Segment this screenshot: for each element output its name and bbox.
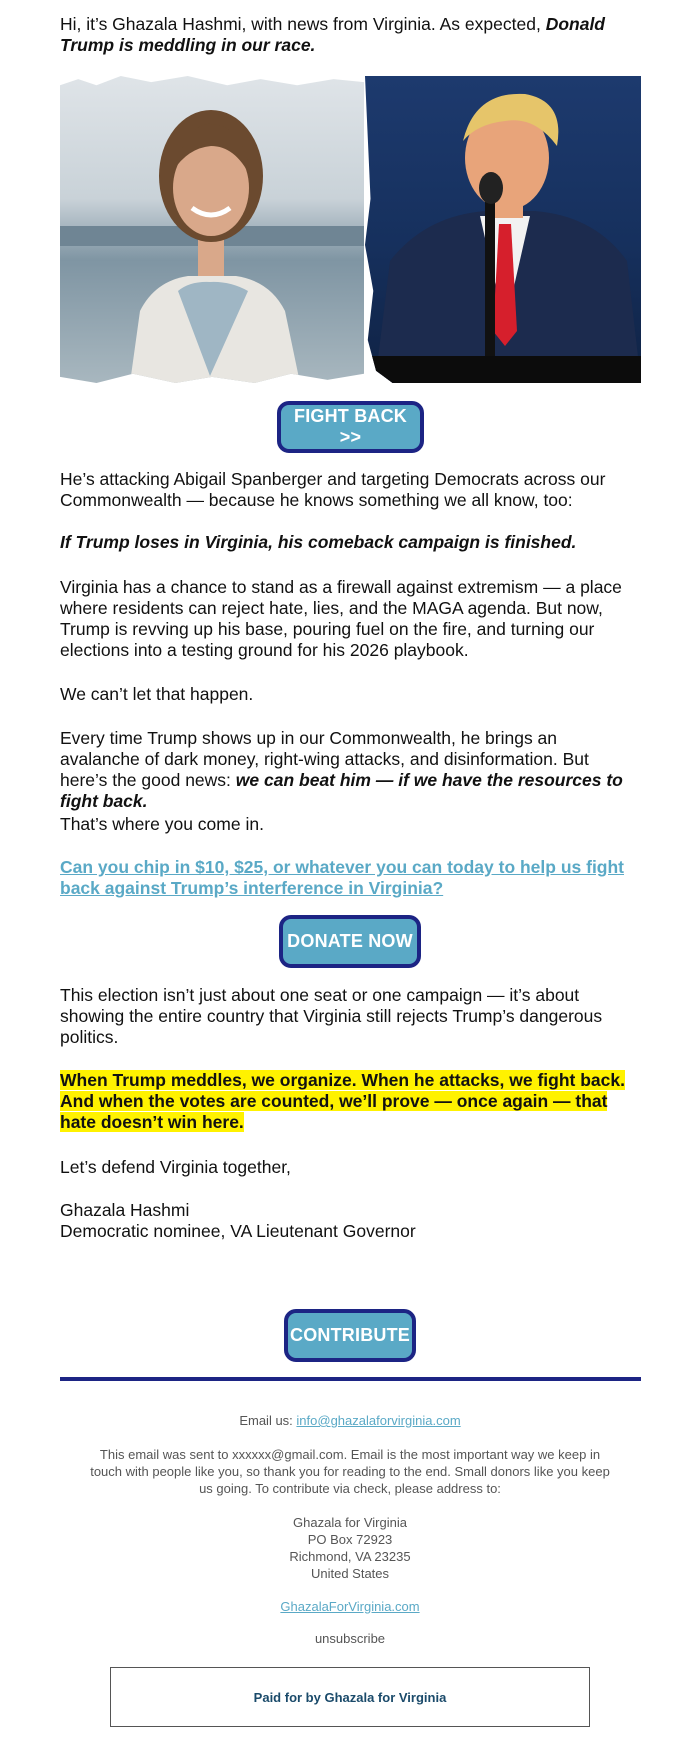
highlight-paragraph bbox=[60, 1070, 640, 1133]
email-label: Email us: bbox=[239, 1413, 293, 1428]
signature-title: Democratic nominee, VA Lieutenant Governor bbox=[60, 1221, 416, 1241]
website-link[interactable]: GhazalaForVirginia.com bbox=[280, 1599, 420, 1614]
highlight-text: When Trump meddles, we organize. When he attacks, we fight back. And when the votes are counted, we’ll prove — once again — that hate doesn’t win here. bbox=[60, 1070, 625, 1132]
address-line1: PO Box 72923 bbox=[307, 1532, 393, 1547]
address-country: United States bbox=[310, 1566, 390, 1581]
avalanche-lead: Every time Trump shows up in our Commonwealth, he brings an avalanche of dark money, right-wing attacks, and disinformation. But here’s the good news: bbox=[60, 728, 589, 790]
paid-for-disclaimer: Paid for by Ghazala for Virginia bbox=[110, 1667, 590, 1727]
ghazala-hashmi-photo bbox=[60, 76, 364, 383]
email-link[interactable]: info@ghazalaforvirginia.com bbox=[296, 1413, 461, 1428]
donation-ask-link[interactable]: Can you chip in $10, $25, or whatever you can today to help us fight back against Trump’s interference in Virginia? bbox=[60, 857, 625, 898]
footer-divider bbox=[60, 1377, 641, 1381]
footer-notice: This email was sent to xxxxxx@gmail.com. Email is the most important way we keep in touch with people like you, so thank you for reading to the end. Small donors like you keep us going. To contribute via check, please address to: bbox=[90, 1447, 610, 1496]
hero-image bbox=[60, 76, 641, 383]
paragraph-come-in: That’s where you come in. bbox=[60, 814, 264, 834]
paragraph-avalanche bbox=[60, 728, 640, 812]
paragraph-election: This election isn’t just about one seat or one campaign — it’s about showing the entire country that Virginia still rejects Trump’s dangerous politics. bbox=[60, 985, 603, 1047]
website-paragraph bbox=[88, 1598, 612, 1615]
donation-ask-paragraph bbox=[60, 857, 640, 899]
unsubscribe-link[interactable]: unsubscribe bbox=[314, 1631, 386, 1646]
contribute-button[interactable]: CONTRIBUTE bbox=[284, 1309, 416, 1362]
paragraph-firewall: Virginia has a chance to stand as a firewall against extremism — a place where residents can reject hate, lies, and the MAGA agenda. But now, Trump is revving up his base, pouring fuel on the fire, and turning our elections into a testing ground for his 2026 playbook. bbox=[60, 577, 622, 660]
intro-lead: Hi, it’s Ghazala Hashmi, with news from Virginia. As expected, bbox=[60, 14, 541, 34]
paragraph-attacking: He’s attacking Abigail Spanberger and targeting Democrats across our Commonwealth — because he knows something we all know, too: bbox=[60, 469, 606, 510]
signature-name: Ghazala Hashmi bbox=[60, 1200, 190, 1220]
address-name: Ghazala for Virginia bbox=[293, 1515, 407, 1530]
signoff: Let’s defend Virginia together, bbox=[60, 1157, 291, 1177]
footer-email-line bbox=[88, 1412, 612, 1429]
intro-text bbox=[60, 14, 640, 56]
address-city: Richmond, VA 23235 bbox=[289, 1549, 411, 1564]
intro-emphasis: Donald Trump is meddling in our race. bbox=[60, 14, 605, 55]
paragraph-comeback: If Trump loses in Virginia, his comeback campaign is finished. bbox=[60, 532, 577, 552]
donate-now-button[interactable]: DONATE NOW bbox=[279, 915, 421, 968]
paragraph-cant-let: We can’t let that happen. bbox=[60, 684, 254, 704]
fight-back-button[interactable]: FIGHT BACK >> bbox=[277, 401, 424, 453]
donald-trump-photo bbox=[365, 76, 641, 383]
avalanche-emphasis: we can beat him — if we have the resources to fight back. bbox=[60, 770, 623, 811]
